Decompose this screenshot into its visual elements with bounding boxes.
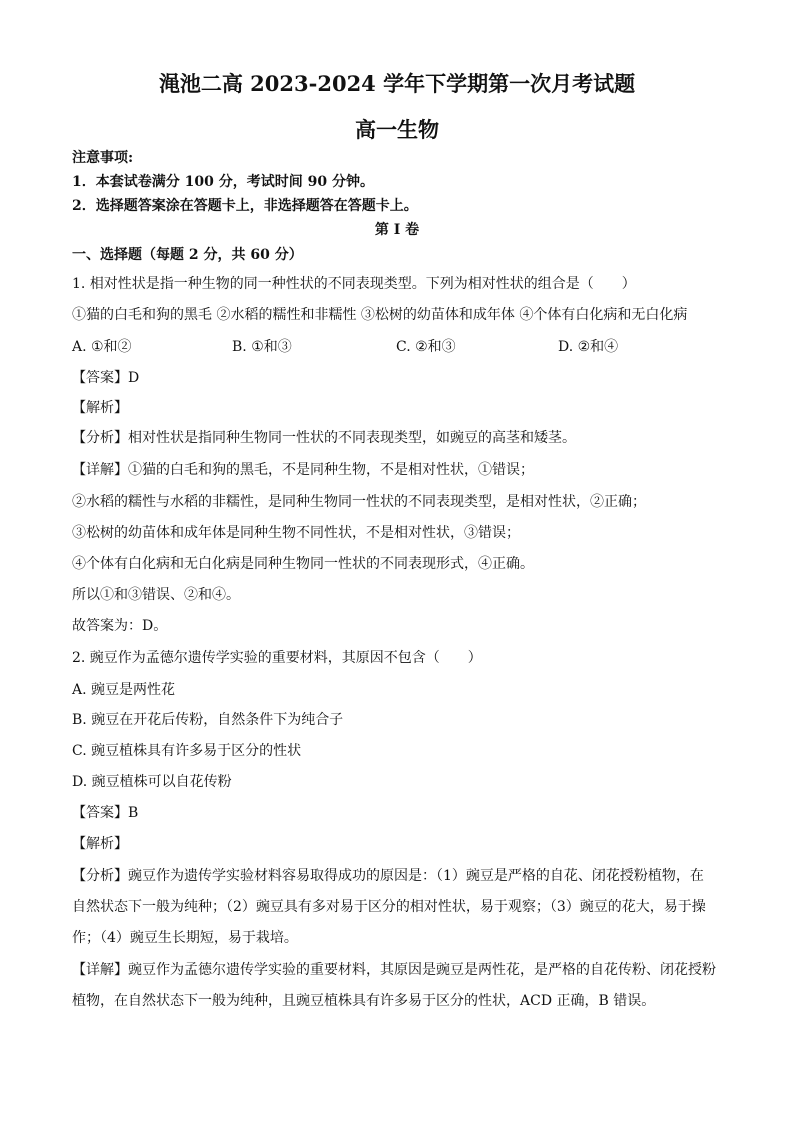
q2-fenxi-3: 作；（4）豌豆生长期短，易于栽培。: [72, 930, 298, 946]
q1-xiangjie-5: 所以①和③错误、②和④。: [72, 587, 240, 603]
q1-items: ①猫的白毛和狗的黑毛 ②水稻的糯性和非糯性 ③松树的幼苗体和成年体 ④个体有白化病和无白化病: [72, 307, 688, 323]
q1-option-b: B. ①和③: [232, 339, 292, 355]
q1-stem: 1. 相对性状是指一种生物的同一种性状的不同表现类型。下列为相对性状的组合是（ ）: [72, 276, 636, 292]
q2-stem: 2. 豌豆作为孟德尔遗传学实验的重要材料，其原因不包含（ ）: [72, 650, 482, 666]
q2-analysis-label: 【解析】: [72, 836, 128, 852]
notice-item-2: 2．选择题答案涂在答题卡上，非选择题答在答题卡上。: [72, 198, 418, 214]
q1-xiangjie-4: ④个体有白化病和无白化病是同种生物同一性状的不同表现形式，④正确。: [72, 556, 534, 572]
q2-xiangjie-2: 植物，在自然状态下一般为纯种，且豌豆植株具有许多易于区分的性状，ACD 正确，B 错误。: [72, 993, 656, 1009]
q2-xiangjie-1: 【详解】豌豆作为孟德尔遗传学实验的重要材料，其原因是豌豆是两性花，是严格的自花传粉、闭花授粉: [72, 962, 716, 978]
q2-option-d: D. 豌豆植株可以自花传粉: [72, 774, 232, 790]
q2-answer: 【答案】B: [72, 805, 139, 821]
q1-xiangjie-6: 故答案为：D。: [72, 618, 168, 634]
exam-subject: 高一生物: [355, 117, 439, 142]
q1-option-c: C. ②和③: [396, 339, 456, 355]
q2-option-c: C. 豌豆植株具有许多易于区分的性状: [72, 743, 302, 759]
q1-analysis-label: 【解析】: [72, 400, 128, 416]
q2-fenxi-2: 自然状态下一般为纯种；（2）豌豆具有多对易于区分的相对性状，易于观察；（3）豌豆的花大，易于操: [72, 899, 706, 915]
q1-option-a: A. ①和②: [72, 339, 132, 355]
notice-item-1: 1．本套试卷满分 100 分，考试时间 90 分钟。: [72, 174, 374, 190]
q1-xiangjie-1: 【详解】①猫的白毛和狗的黑毛，不是同种生物，不是相对性状，①错误；: [72, 462, 534, 478]
q2-option-a: A. 豌豆是两性花: [72, 682, 176, 698]
notice-heading: 注意事项:: [72, 150, 134, 166]
q1-fenxi: 【分析】相对性状是指同种生物同一性状的不同表现类型，如豌豆的高茎和矮茎。: [72, 430, 576, 446]
q2-fenxi-1: 【分析】豌豆作为遗传学实验材料容易取得成功的原因是：（1）豌豆是严格的自花、闭花授粉植物，在: [72, 868, 704, 884]
q1-xiangjie-3: ③松树的幼苗体和成年体是同种生物不同性状，不是相对性状，③错误；: [72, 525, 520, 541]
volume-label: 第 I 卷: [374, 222, 420, 238]
section-title: 一、选择题（每题 2 分，共 60 分）: [72, 247, 303, 263]
q1-option-d: D. ②和④: [558, 339, 619, 355]
exam-title: 渑池二高 2023-2024 学年下学期第一次月考试题: [158, 71, 636, 96]
q2-option-b: B. 豌豆在开花后传粉，自然条件下为纯合子: [72, 712, 344, 728]
q1-xiangjie-2: ②水稻的糯性与水稻的非糯性，是同种生物同一性状的不同表现类型，是相对性状，②正确；: [72, 494, 646, 510]
q1-answer: 【答案】D: [72, 370, 140, 386]
